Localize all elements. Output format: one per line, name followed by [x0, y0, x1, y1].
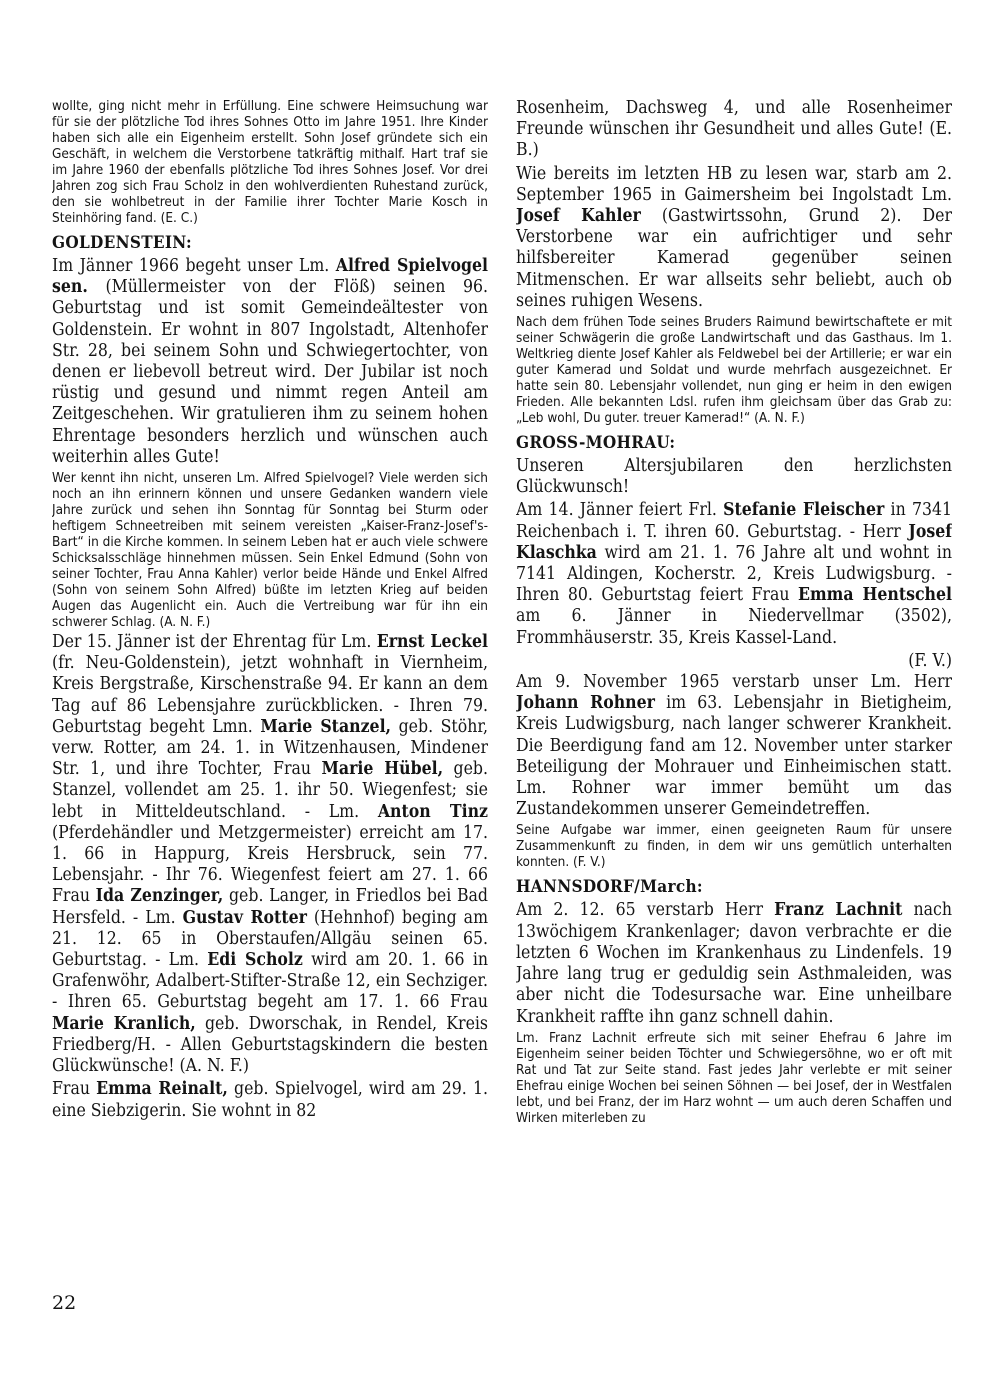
- text-segment: geb. Langer, in Friedlos bei Bad Hersfeld. - Lm.: [52, 886, 488, 928]
- person-name: Stefanie Fleischer: [723, 500, 885, 521]
- person-name: Johann Rohner: [516, 693, 655, 714]
- right-paragraph-lachnit: [516, 900, 952, 1027]
- right-paragraph-rohner-task: Seine Aufgabe war immer, einen geeigneten Raum für unsere Zusammenkunft zu finden, in dem wir uns gemütlich unterhalten konnten. (F. V.): [516, 822, 952, 871]
- person-name: Franz Lachnit: [774, 900, 903, 921]
- text-segment: (Hehnhof) beging am 21. 12. 65 in Oberstaufen/Allgäu seinen 65. Geburtstag. - Lm.: [52, 907, 488, 971]
- left-column: [52, 98, 488, 1296]
- signature: (F. V.): [908, 650, 952, 671]
- text-segment: Am 2. 12. 65 verstarb Herr: [516, 900, 775, 921]
- right-paragraph-kahler: [516, 164, 952, 312]
- text-segment: geb. Dworschak, in Rendel, Kreis Friedberg/H. - Allen Geburtstagskindern die besten Glückwünsche! (A. N. F.): [52, 1013, 488, 1077]
- left-paragraph-birthdays: [52, 632, 488, 1077]
- section-heading-gross-mohrau: GROSS-MOHRAU:: [516, 433, 676, 454]
- text-segment: nach 13wöchigem Krankenlager; davon verbrachte er die letzten 6 Wochen im Krankenhaus zu Lindenfels. 19 Jahre lang trug er geduldig sein Asthmaleiden, was aber nicht die Todesursache war. Eine unheilbare Krankheit raffte ihn ganz schnell dahin.: [516, 900, 952, 1027]
- text-segment: (fr. Neu-Goldenstein), jetzt wohnhaft in Viernheim, Kreis Bergstraße, Kirschenstraße 94. Er kann an dem Tag auf 86 Lebensjahre zurückblicken. - Ihren 79. Geburtstag begeht Lmn.: [52, 653, 488, 737]
- text-segment: in 7341 Reichenbach i. T. ihren 60. Geburtstag. - Herr: [516, 500, 952, 542]
- person-name: Edi Scholz: [207, 950, 303, 971]
- left-paragraph-spielvogel-birthday: [52, 256, 488, 468]
- text-segment: geb. Stöhr, verw. Rotter, am 24. 1. in Witzenhausen, Mindener Str. 1, und ihre Tochter, Frau: [52, 716, 488, 780]
- page-number: 22: [52, 1292, 77, 1314]
- right-column: [516, 98, 952, 1296]
- text-segment: Der 15. Jänner ist der Ehrentag für Lm.: [52, 632, 377, 653]
- person-name: Josef Kahler: [516, 206, 641, 227]
- text-segment: geb. Stanzel, vollendet am 25. 1. ihr 50. Wiegenfest; sie lebt in Mitteldeutschland. - Lm.: [52, 759, 488, 822]
- right-paragraph-lachnit-family: Lm. Franz Lachnit erfreute sich mit seiner Ehefrau 6 Jahre im Eigenheim seiner beiden Töchter und Schwiegersöhne, wo er oft mit Rat und Tat zur Seite stand. Fast jedes Jahr verlebte er mit seiner Ehefrau einige Wochen bei seinen Söhnen — bei Josef, der in Westfalen lebt, und bei Franz, der im Harz wohnt — um auch deren Schaffen und Wirken miterleben zu: [516, 1029, 952, 1126]
- right-paragraph-rosenheim: Rosenheim, Dachsweg 4, und alle Rosenheimer Freunde wünschen ihr Gesundheit und alles Gute! (E. B.): [516, 98, 952, 161]
- text-segment: (Pferdehändler und Metzgermeister) erreicht am 17. 1. 66 in Happurg, Kreis Hersbruck, sein 77. Lebensjahr. - Ihr 76. Wiegenfest feiert am 27. 1. 66 Frau: [52, 822, 488, 907]
- person-name: Alfred Spielvogel sen.: [52, 256, 488, 298]
- person-name: Ida Zenzinger,: [95, 886, 224, 907]
- person-name: Marie Hübel,: [321, 759, 444, 780]
- person-name: Ernst Leckel: [376, 632, 488, 653]
- person-name: Emma Hentschel: [798, 585, 952, 606]
- right-paragraph-greeting: Unseren Altersjubilaren den herzlichsten Glückwunsch!: [516, 456, 952, 498]
- section-heading-goldenstein: GOLDENSTEIN:: [52, 233, 192, 253]
- person-name: Marie Stanzel,: [260, 716, 392, 737]
- text-segment: im 63. Lebensjahr in Bietigheim, Kreis Ludwigsburg, nach langer schwerer Krankheit. Die Beerdigung fand am 12. November unter starker Beteiligung der Mohrauer und Einheimischen statt. Lm. Rohner war immer bemüht um das Zustandekommen unserer Gemeindetreffen.: [516, 693, 952, 820]
- section-heading-hannsdorf: HANNSDORF/March:: [516, 877, 703, 898]
- person-name: Anton Tinz: [377, 801, 488, 822]
- text-segment: (Gastwirtssohn, Grund 2). Der Verstorbene war ein aufrichtiger und sehr hilfsbereiter Kamerad gegenüber seinen Mitmenschen. Er war allseits sehr beliebt, auch ob seines ruhigen Wesens.: [516, 206, 952, 311]
- right-paragraph-mohrau-birthdays: [516, 500, 952, 648]
- right-paragraph-kahler-details: Nach dem frühen Tode seines Bruders Raimund bewirtschaftete er mit seiner Schwägerin die große Landwirtschaft und das Gasthaus. Im 1. Weltkrieg diente Josef Kahler als Feldwebel bei der Artillerie; er war ein guter Kamerad und Soldat und wurde mehrfach ausgezeichnet. Er hatte sein 80. Lebensjahr vollendet, nun ging er heim in den ewigen Frieden. Alle bekannten Ldsl. rufen ihm gleichsam über das Grab zu: „Leb wohl, Du guter. treuer Kamerad!“ (A. N. F.): [516, 314, 952, 427]
- text-segment: (Müllermeister von der Flöß) seinen 96. Geburtstag und ist somit Gemeindeältester von Goldenstein. Er wohnt in 807 Ingolstadt, Altenhofer Str. 28, bei seinem Sohn und Schwiegertochter, von denen er liebevoll betreut wird. Der Jubilar ist noch rüstig und gesund und nimmt regen Anteil am Zeitgeschehen. Wir gratulieren ihm zu seinem hohen Ehrentage besonders herzlich und wünschen auch weiterhin alles Gute!: [52, 277, 488, 467]
- text-segment: Frau: [52, 1079, 97, 1100]
- text-segment: Wie bereits im letzten HB zu lesen war, starb am 2. September 1965 in Gaimersheim bei Ingolstadt Lm.: [516, 163, 952, 205]
- text-segment: wird am 20. 1. 66 in Grafenwöhr, Adalbert-Stifter-Straße 12, ein Sechziger. - Ihren 65. Geburtstag begeht am 17. 1. 66 Frau: [52, 950, 488, 1013]
- text-segment: Am 14. Jänner feiert Frl.: [516, 500, 724, 521]
- left-paragraph-obituary-end: wollte, ging nicht mehr in Erfüllung. Eine schwere Heimsuchung war für sie der plötzliche Tod ihres Sohnes Otto im Jahre 1951. Ihre Kinder haben sich alle ein Eigenheim erstellt. Sohn Josef gründete sich ein Geschäft, in welchem die Verstorbene tatkräftig mithalf. Hart traf sie im Jahre 1960 der ebenfalls plötzliche Tod ihres Sohnes Josef. Vor drei Jahren zog sich Frau Scholz in den wohlverdienten Ruhestand zurück, den sie wohlbetreut in der Familie ihrer Tochter Marie Kosch in Steinhöring fand. (E. C.): [52, 98, 488, 226]
- person-name: Josef Klaschka: [516, 521, 952, 563]
- person-name: Gustav Rotter: [182, 907, 307, 928]
- left-paragraph-reinalt: [52, 1079, 488, 1121]
- left-paragraph-spielvogel-memories: Wer kennt ihn nicht, unseren Lm. Alfred Spielvogel? Viele werden sich noch an ihn erinnern können und unsere Gedanken wandern viele Jahre zurück und sehen ihn Sonntag für Sonntag bei Sturm oder heftigem Schneetreiben mit seinem vereisten „Kaiser-Franz-Josef's-Bart“ in die Kirche kommen. In seinem Leben hat er auch viele schwere Schicksalsschläge hinnehmen müssen. Sein Enkel Edmund (Sohn von seiner Tochter, Frau Anna Kahler) verlor beide Hände und Enkel Alfred (Sohn von seinem Sohn Alfred) büßte im letzten Krieg auf beiden Augen das Augenlicht ein. Auch die Vertreibung war für ihn ein schwerer Schlag. (A. N. F.): [52, 470, 488, 631]
- text-segment: Am 9. November 1965 verstarb unser Lm. Herr: [516, 672, 952, 693]
- person-name: Marie Kranlich,: [52, 1013, 196, 1034]
- person-name: Emma Reinalt,: [96, 1079, 228, 1100]
- text-segment: geb. Spielvogel, wird am 29. 1. eine Siebzigerin. Sie wohnt in 82: [52, 1079, 488, 1121]
- text-segment: Im Jänner 1966 begeht unser Lm.: [52, 256, 336, 276]
- text-segment: wird am 21. 1. 76 Jahre alt und wohnt in 7141 Aldingen, Kocherstr. 2, Kreis Ludwigsburg. - Ihren 80. Geburtstag feiert Frau: [516, 542, 952, 606]
- text-segment: am 6. Jänner in Niedervellmar (3502), Frommhäuserstr. 35, Kreis Kassel-Land.: [516, 606, 952, 648]
- right-paragraph-rohner: [516, 672, 952, 820]
